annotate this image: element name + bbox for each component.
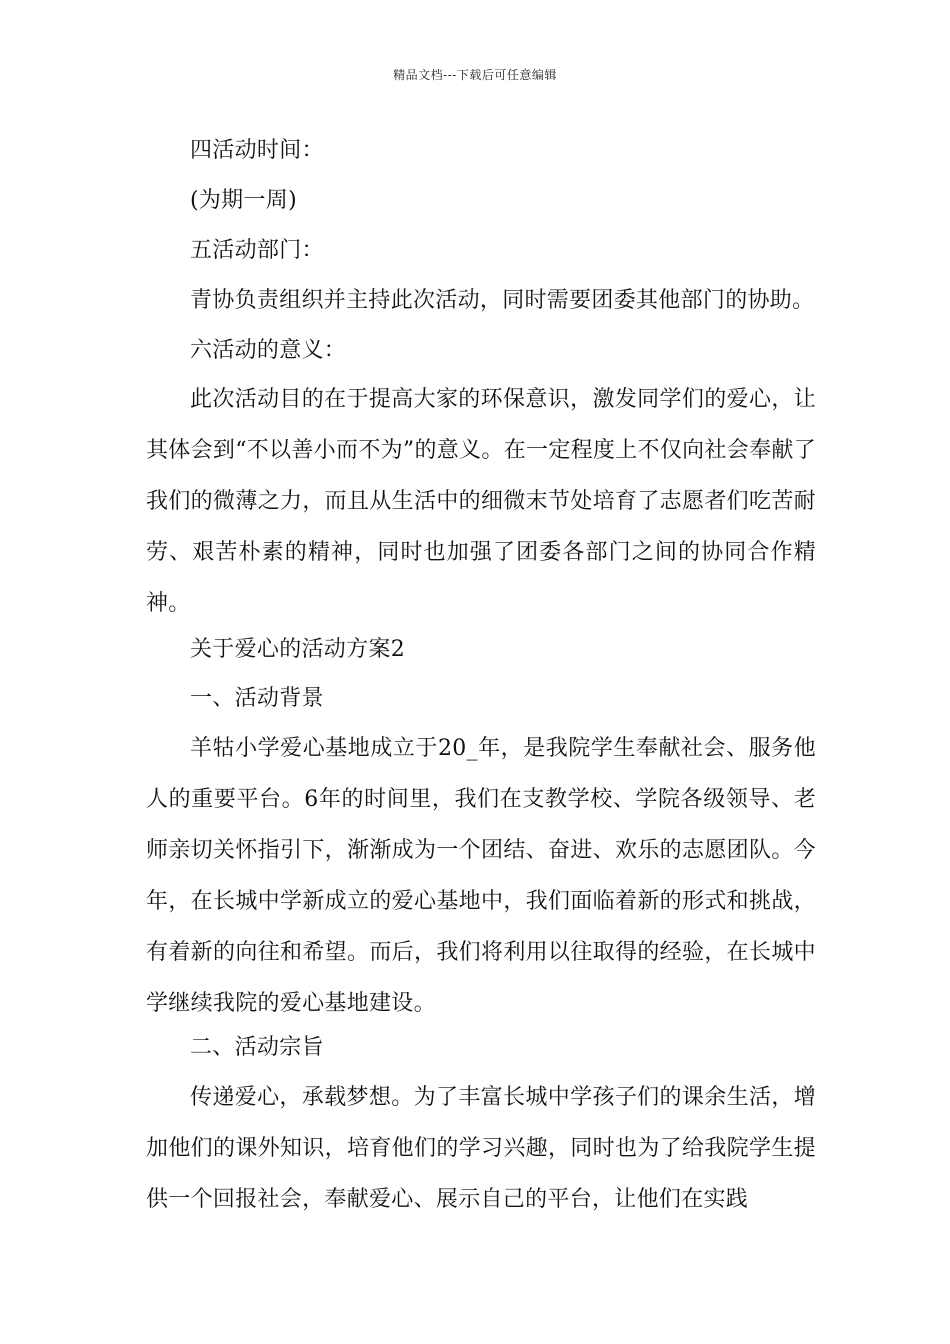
paragraph-activity-time: 四活动时间： <box>190 138 324 163</box>
paragraph-duration: (为期一周) <box>190 188 297 213</box>
paragraph-activity-department: 五活动部门： <box>190 238 324 263</box>
section-title-plan-2: 关于爱心的活动方案2 <box>190 637 405 662</box>
heading-background: 一、活动背景 <box>190 686 324 711</box>
page-header: 精品文档---下载后可任意编辑 <box>393 68 557 82</box>
paragraph-department-detail: 青协负责组织并主持此次活动，同时需要团委其他部门的协助。 <box>190 288 815 313</box>
paragraph-significance-heading: 六活动的意义： <box>190 338 347 363</box>
paragraph-purpose-body: 传递爱心，承载梦想。为了丰富长城中学孩子们的课余生活，增加他们的课外知识，培育他们的学习兴趣，同时也为了给我院学生提供一个回报社会，奉献爱心、展示自己的平台，让他们在实践 <box>146 1085 816 1212</box>
paragraph-background-body: 羊牯小学爱心基地成立于20_年，是我院学生奉献社会、服务他人的重要平台。6年的时间里，我们在支教学校、学院各级领导、老师亲切关怀指引下，渐渐成为一个团结、奋进、欢乐的志愿团队。今年，在长城中学新成立的爱心基地中，我们面临着新的形式和挑战，有着新的向往和希望。而后，我们将利用以往取得的经验，在长城中学继续我院的爱心基地建设。 <box>146 736 816 1016</box>
paragraph-significance-body: 此次活动目的在于提高大家的环保意识，激发同学们的爱心，让其体会到“不以善小而不为”的意义。在一定程度上不仅向社会奉献了我们的微薄之力，而且从生活中的细微末节处培育了志愿者们吃苦耐劳、艰苦朴素的精神，同时也加强了团委各部门之间的协同合作精神。 <box>146 387 816 616</box>
heading-purpose: 二、活动宗旨 <box>190 1035 324 1060</box>
